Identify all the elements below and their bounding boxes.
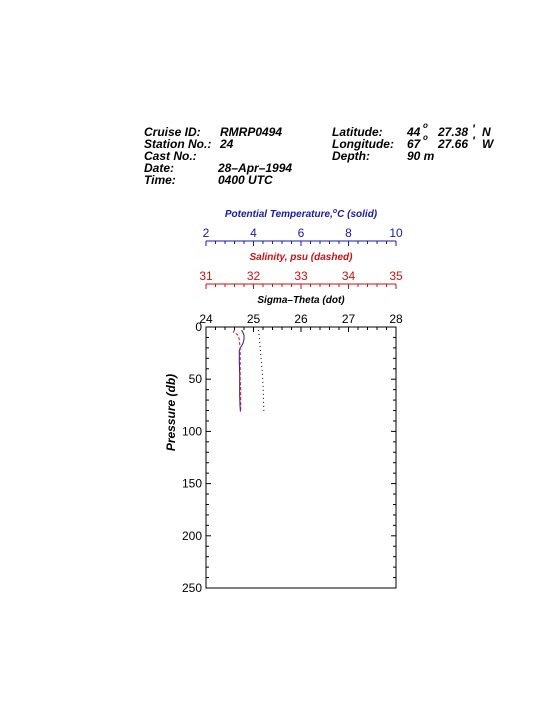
latitude-hemisphere: N: [482, 125, 491, 139]
cruise-id-label: Cruise ID:: [144, 125, 201, 139]
salinity-tick-label: 32: [246, 269, 261, 283]
sigma-axis-title: Sigma–Theta (dot): [257, 295, 345, 306]
station-label: Station No.:: [144, 137, 212, 151]
salinity-tick-label: 31: [199, 269, 213, 283]
latitude-label: Latitude:: [332, 125, 383, 139]
sigma-profile-line: [258, 330, 264, 412]
date-label: Date:: [144, 161, 175, 175]
longitude-minute-symbol: ': [472, 134, 475, 148]
time-label: Time:: [144, 173, 176, 187]
latitude-minutes: 27.38: [438, 125, 469, 139]
y-tick-label: 200: [181, 528, 202, 543]
plot-frame: [206, 327, 396, 588]
y-tick-label: 150: [181, 476, 202, 491]
temperature-tick-label: 6: [297, 226, 305, 240]
temperature-tick-label: 10: [389, 226, 403, 240]
sigma-tick-label: 25: [246, 312, 261, 326]
station-value: 24: [220, 137, 234, 151]
depth-value: 90 m: [407, 149, 435, 163]
time-value: 0400 UTC: [218, 173, 273, 187]
latitude-degree-symbol: o: [423, 121, 428, 130]
y-axis-title: Pressure (db): [164, 373, 178, 452]
temperature-tick-label: 2: [202, 226, 210, 240]
sigma-tick-label: 26: [294, 312, 308, 326]
temperature-tick-label: 8: [345, 226, 352, 240]
sigma-tick-label: 28: [389, 312, 403, 326]
longitude-minutes: 27.66: [438, 137, 469, 151]
y-tick-label: 250: [181, 581, 202, 595]
latitude-minute-symbol: ': [472, 122, 475, 136]
salinity-tick-label: 34: [341, 269, 356, 283]
salinity-tick-label: 33: [294, 269, 308, 283]
salinity-axis-title: Salinity, psu (dashed): [249, 252, 353, 263]
temperature-axis-title: Potential Temperature,$^o$C (solid): [224, 208, 378, 220]
salinity-tick-label: 35: [389, 269, 403, 283]
longitude-degree-symbol: o: [423, 133, 428, 142]
longitude-label: Longitude:: [332, 137, 394, 151]
cast-label: Cast No.:: [144, 149, 197, 163]
sigma-tick-label: 24: [199, 312, 213, 326]
y-tick-label: 0: [195, 320, 202, 334]
latitude-degrees: 44: [407, 125, 421, 139]
y-tick-label: 100: [181, 424, 202, 439]
temperature-tick-label: 4: [250, 226, 257, 240]
y-tick-label: 50: [188, 372, 202, 387]
longitude-hemisphere: W: [482, 137, 494, 151]
sigma-tick-label: 27: [341, 312, 356, 326]
cruise-id-value: RMRP0494: [220, 125, 283, 139]
longitude-degrees: 67: [407, 137, 421, 151]
date-value: 28–Apr–1994: [218, 161, 293, 175]
depth-label: Depth:: [332, 149, 370, 163]
